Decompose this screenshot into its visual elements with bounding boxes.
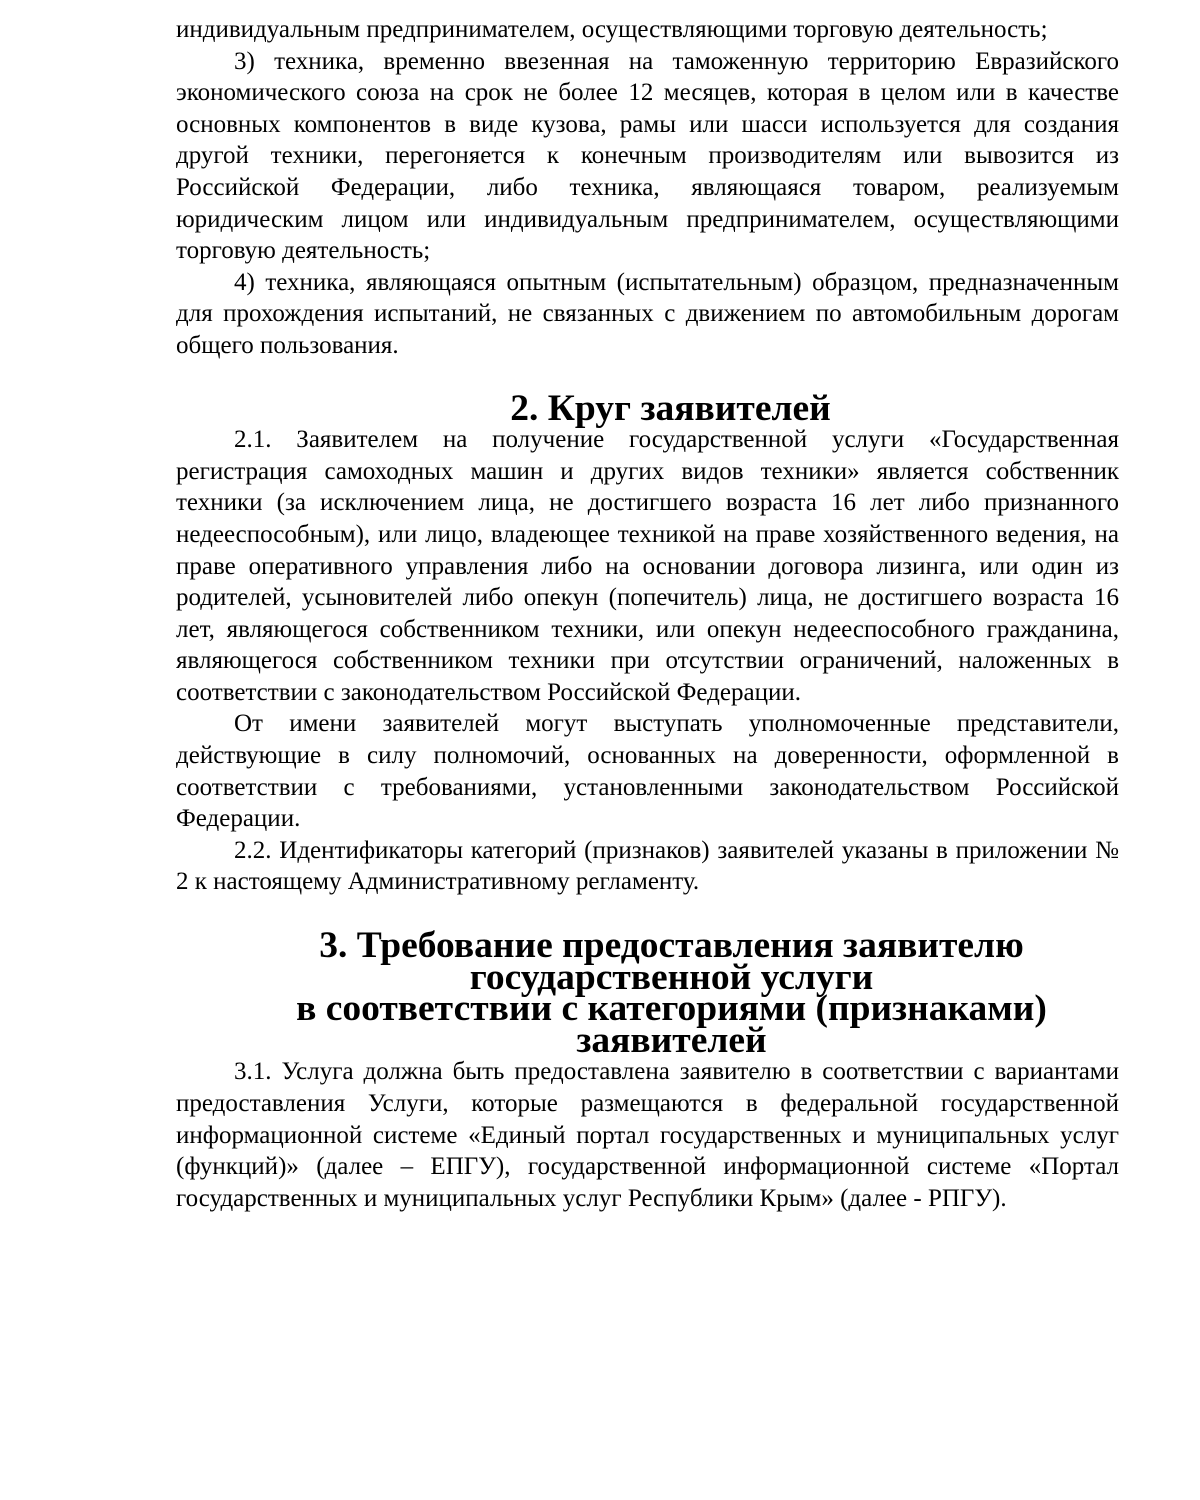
- paragraph-2-2: 2.2. Идентификаторы категорий (признаков) заявителей указаны в приложении № 2 к настоящему Административному регламенту.: [176, 836, 1119, 896]
- section-heading-3-line1: 3. Требование предоставления заявителю государственной услуги: [319, 925, 1024, 998]
- section-heading-3-line2: в соответствии с категориями (признаками) заявителей: [296, 988, 1047, 1061]
- paragraph-continuation: индивидуальным предпринимателем, осуществляющими торговую деятельность;: [176, 16, 1048, 43]
- document-page: [176, 14, 1119, 1214]
- paragraph-item-3: 3) техника, временно ввезенная на таможенную территорию Евразийского экономического союза на срок не более 12 месяцев, которая в целом или в качестве основных компонентов в виде кузова, рамы или шасси используется для создания другой техники, перегоняется к конечным производителям или вывозится из Российской Федерации, либо техника, являющаяся товаром, реализуемым юридическим лицом или индивидуальным предпринимателем, осуществляющими торговую деятельность;: [176, 47, 1119, 265]
- paragraph-representatives: От имени заявителей могут выступать уполномоченные представители, действующие в силу полномочий, основанных на доверенности, оформленной в соответствии с требованиями, установленными законодательством Российской Федерации.: [176, 710, 1119, 833]
- section-heading-2: [176, 387, 1119, 429]
- section-heading-2-text: 2. Круг заявителей: [510, 387, 831, 429]
- paragraph-2-1: 2.1. Заявителем на получение государственной услуги «Государственная регистрация самоходных машин и других видов техники» является собственник техники (за исключением лица, не достигшего возраста 16 лет либо признанного недееспособным), или лицо, владеющее техникой на праве хозяйственного ведения, на праве оперативного управления либо на основании договора лизинга, или один из родителей, усыновителей либо опекун (попечитель) лица, не достигшего возраста 16 лет, являющегося собственником техники, или опекун недееспособного гражданина, являющегося собственником техники при отсутствии ограничений, наложенных в соответствии с законодательством Российской Федерации.: [176, 426, 1119, 706]
- section-heading-3: [176, 925, 1119, 1061]
- paragraph-3-1: 3.1. Услуга должна быть предоставлена заявителю в соответствии с вариантами предоставления Услуги, которые размещаются в федеральной государственной информационной системе «Единый портал государственных и муниципальных услуг (функций)» (далее – ЕПГУ), государственной информационной системе «Портал государственных и муниципальных услуг Республики Крым» (далее - РПГУ).: [176, 1058, 1119, 1212]
- paragraph-item-4: 4) техника, являющаяся опытным (испытательным) образцом, предназначенным для прохождения испытаний, не связанных с движением по автомобильным дорогам общего пользования.: [176, 268, 1119, 359]
